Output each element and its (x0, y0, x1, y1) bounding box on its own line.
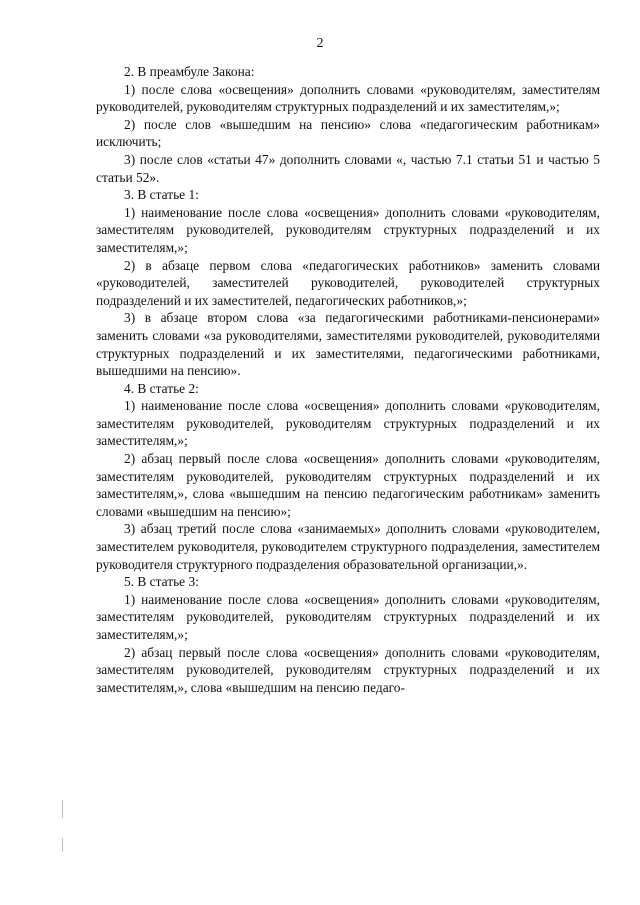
page-number: 2 (316, 36, 324, 51)
scan-artifact-mark (62, 800, 63, 818)
paragraph: 2) после слов «вышедшим на пенсию» слова «педагогическим работникам» исключить; (96, 116, 600, 150)
section-heading-article-2: 4. В статье 2: (124, 380, 199, 396)
paragraph: 1) наименование после слова «освещения» дополнить словами «руководителям, заместителям руководителей, руководителям структурных подразделений и их заместителям,»; (96, 398, 600, 449)
section-heading-article-3: 5. В статье 3: (124, 574, 199, 590)
scan-artifact-mark (62, 838, 63, 852)
section-heading-preamble: 2. В преамбуле Закона: (124, 64, 255, 79)
paragraph: 1) наименование после слова «освещения» дополнить словами «руководителям, заместителям руководителей, руководителям структурных подразделений и их заместителям,»; (96, 204, 600, 255)
paragraph: 3) абзац третий после слова «занимаемых» дополнить словами «руководителем, заместителем руководителя, руководителем структурного подразделения, заместителем руководителя структурного подразделения образовательной организации,». (96, 521, 600, 572)
paragraph: 2) в абзаце первом слова «педагогических работников» заменить словами «руководителей, заместителей руководителей, руководителей структурных подразделений и их заместителей, педагогических работников,»; (96, 257, 600, 308)
document-body (96, 63, 600, 696)
paragraph: 2) абзац первый после слова «освещения» дополнить словами «руководителям, заместителям руководителей, руководителям структурных подразделений и их заместителям,», слова «вышедшим на пенсию педагогическим работникам» заменить словами «вышедшим на пенсию»; (96, 451, 600, 519)
paragraph: 3) в абзаце втором слова «за педагогическими работниками-пенсионерами» заменить словами «за руководителями, заместителями руководителей, руководителями структурных подразделений и их заместителями, педагогическими работниками, вышедшими на пенсию». (96, 310, 600, 379)
paragraph: 1) наименование после слова «освещения» дополнить словами «руководителям, заместителям руководителей, руководителям структурных подразделений и их заместителям,»; (96, 591, 600, 642)
paragraph: 3) после слов «статьи 47» дополнить словами «, частью 7.1 статьи 51 и частью 5 статьи 52». (96, 151, 600, 185)
paragraph: 1) после слова «освещения» дополнить словами «руководителям, заместителям руководителей, руководителям структурных подразделений и их заместителям,»; (96, 81, 600, 115)
section-heading-article-1: 3. В статье 1: (124, 187, 199, 203)
paragraph: 2) абзац первый после слова «освещения» дополнить словами «руководителям, заместителям руководителей, руководителям структурных подразделений и их заместителям,», слова «вышедшим на пенсию педаго- (96, 644, 600, 695)
